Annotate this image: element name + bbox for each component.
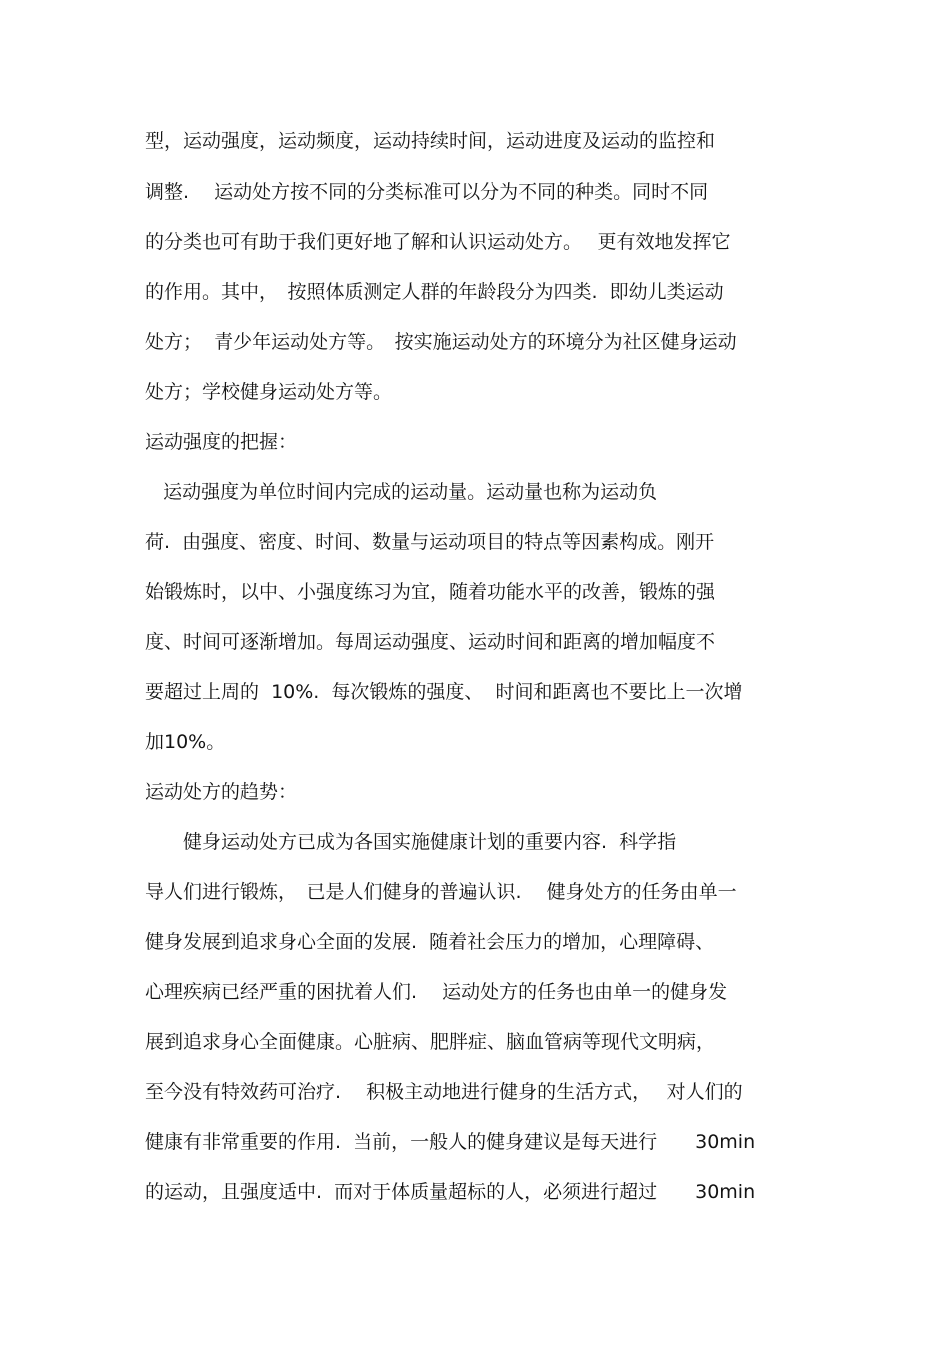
text-line: 处方； 青少年运动处方等。 按实施运动处方的环境分为社区健身运动 <box>145 331 737 353</box>
text-line: 运动强度为单位时间内完成的运动量。运动量也称为运动负 <box>145 481 658 503</box>
text-line: 调整. 运动处方按不同的分类标准可以分为不同的种类。同时不同 <box>145 181 709 203</box>
text-line: 加10%。 <box>145 731 226 753</box>
text-line: 的分类也可有助于我们更好地了解和认识运动处方。 更有效地发挥它 <box>145 231 731 253</box>
section-heading: 运动处方的趋势： <box>145 781 298 803</box>
text-line: 导人们进行锻炼， 已是人们健身的普遍认识. 健身处方的任务由单一 <box>145 881 737 903</box>
text-line: 处方；学校健身运动处方等。 <box>145 381 393 403</box>
text-line: 始锻炼时，以中、小强度练习为宜，随着功能水平的改善，锻炼的强 <box>145 581 716 603</box>
text-line: 的作用。其中， 按照体质测定人群的年龄段分为四类. 即幼儿类运动 <box>145 281 724 303</box>
text-line: 的运动，且强度适中. 而对于体质量超标的人，必须进行超过 30min <box>145 1181 756 1203</box>
section-heading: 运动强度的把握： <box>145 431 298 453</box>
text-line: 健康有非常重要的作用. 当前，一般人的健身建议是每天进行 30min <box>145 1131 756 1153</box>
text-line: 度、时间可逐渐增加。每周运动强度、运动时间和距离的增加幅度不 <box>145 631 716 653</box>
text-line: 要超过上周的 10%. 每次锻炼的强度、 时间和距离也不要比上一次增 <box>145 681 743 703</box>
text-line: 健身发展到追求身心全面的发展. 随着社会压力的增加，心理障碍、 <box>145 931 715 953</box>
text-line: 健身运动处方已成为各国实施健康计划的重要内容. 科学指 <box>145 831 677 853</box>
text-line: 至今没有特效药可治疗. 积极主动地进行健身的生活方式， 对人们的 <box>145 1081 743 1103</box>
text-line: 型，运动强度，运动频度，运动持续时间，运动进度及运动的监控和 <box>145 130 716 152</box>
text-line: 心理疾病已经严重的困扰着人们. 运动处方的任务也由单一的健身发 <box>145 981 728 1003</box>
text-line: 荷. 由强度、密度、时间、数量与运动项目的特点等因素构成。刚开 <box>145 531 715 553</box>
text-line: 展到追求身心全面健康。心脏病、肥胖症、脑血管病等现代文明病， <box>145 1031 716 1053</box>
